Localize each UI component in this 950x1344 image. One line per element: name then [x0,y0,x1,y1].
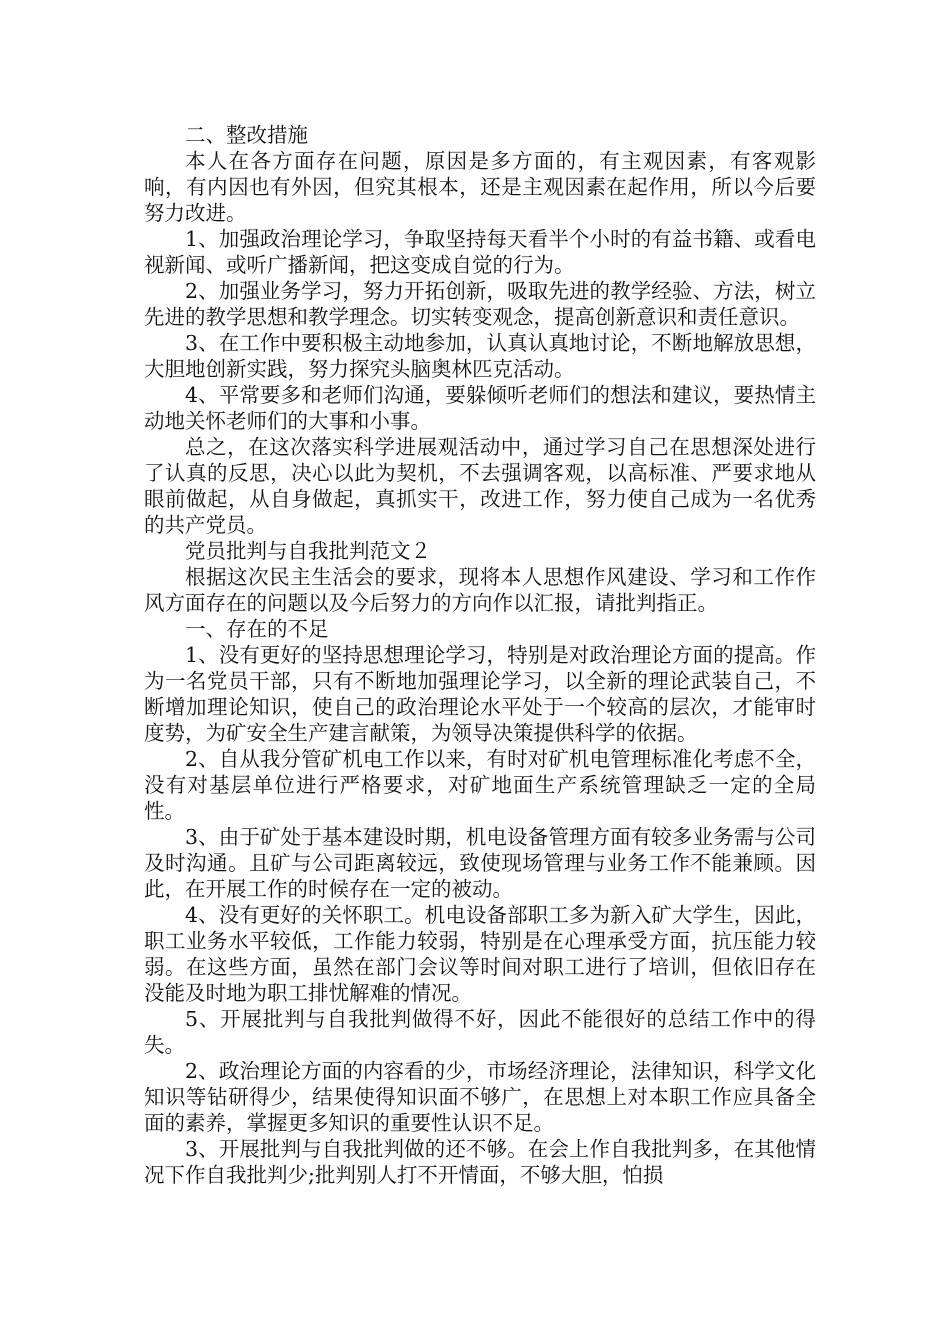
paragraph: 2、自从我分管矿机电工作以来，有时对矿机电管理标准化考虑不全，没有对基层单位进行严格要求，对矿地面生产系统管理缺乏一定的全局性。 [144,747,816,823]
paragraph: 2、加强业务学习，努力开拓创新，吸取先进的教学经验、方法，树立先进的教学思想和教学理念。切实转变观念，提高创新意识和责任意识。 [144,279,816,329]
paragraph: 1、加强政治理论学习，争取坚持每天看半个小时的有益书籍、或看电视新闻、或听广播新闻，把这变成自觉的行为。 [144,227,816,277]
paragraph: 5、开展批判与自我批判做得不好，因此不能很好的总结工作中的得失。 [144,1007,816,1057]
paragraph: 3、由于矿处于基本建设时期，机电设备管理方面有较多业务需与公司及时沟通。且矿与公司距离较远，致使现场管理与业务工作不能兼顾。因此，在开展工作的时候存在一定的被动。 [144,825,816,901]
section-title: 党员批判与自我批判范文２ [185,539,431,563]
paragraph-heading-rectification: 二、整改措施 [185,123,308,147]
paragraph-heading-shortcomings: 一、存在的不足 [185,617,329,641]
paragraph: 3、开展批判与自我批判做的还不够。在会上作自我批判多，在其他情况下作自我批判少;批判别人打不开情面，不够大胆，怕损 [144,1137,816,1187]
paragraph: 本人在各方面存在问题，原因是多方面的，有主观因素，有客观影响，有内因也有外因，但究其根本，还是主观因素在起作用，所以今后要努力改进。 [144,149,816,225]
paragraph: 1、没有更好的坚持思想理论学习，特别是对政治理论方面的提高。作为一名党员干部，只有不断地加强理论学习，以全新的理论武装自己，不断增加理论知识，使自己的政治理论水平处于一个较高的层次，才能审时度势，为矿安全生产建言献策，为领导决策提供科学的依据。 [144,643,816,745]
paragraph: 总之，在这次落实科学进展观活动中，通过学习自己在思想深处进行了认真的反思，决心以此为契机，不去强调客观，以高标准、严要求地从眼前做起，从自身做起，真抓实干，改进工作，努力使自己成为一名优秀的共产党员。 [144,435,816,537]
paragraph: 4、平常要多和老师们沟通，要躲倾听老师们的想法和建议，要热情主动地关怀老师们的大事和小事。 [144,383,816,433]
paragraph: 根据这次民主生活会的要求，现将本人思想作风建设、学习和工作作风方面存在的问题以及今后努力的方向作以汇报，请批判指正。 [144,565,816,615]
paragraph: 2、政治理论方面的内容看的少，市场经济理论，法律知识，科学文化知识等钻研得少，结果使得知识面不够广，在思想上对本职工作应具备全面的素养，掌握更多知识的重要性认识不足。 [144,1059,816,1135]
paragraph: 4、没有更好的关怀职工。机电设备部职工多为新入矿大学生，因此，职工业务水平较低，工作能力较弱，特别是在心理承受方面，抗压能力较弱。在这些方面，虽然在部门会议等时间对职工进行了培训，但依旧存在没能及时地为职工排忧解难的情况。 [144,903,816,1005]
document-body [144,122,816,1188]
paragraph: 3、在工作中要积极主动地参加，认真认真地讨论，不断地解放思想，大胆地创新实践，努力探究头脑奥林匹克活动。 [144,331,816,381]
